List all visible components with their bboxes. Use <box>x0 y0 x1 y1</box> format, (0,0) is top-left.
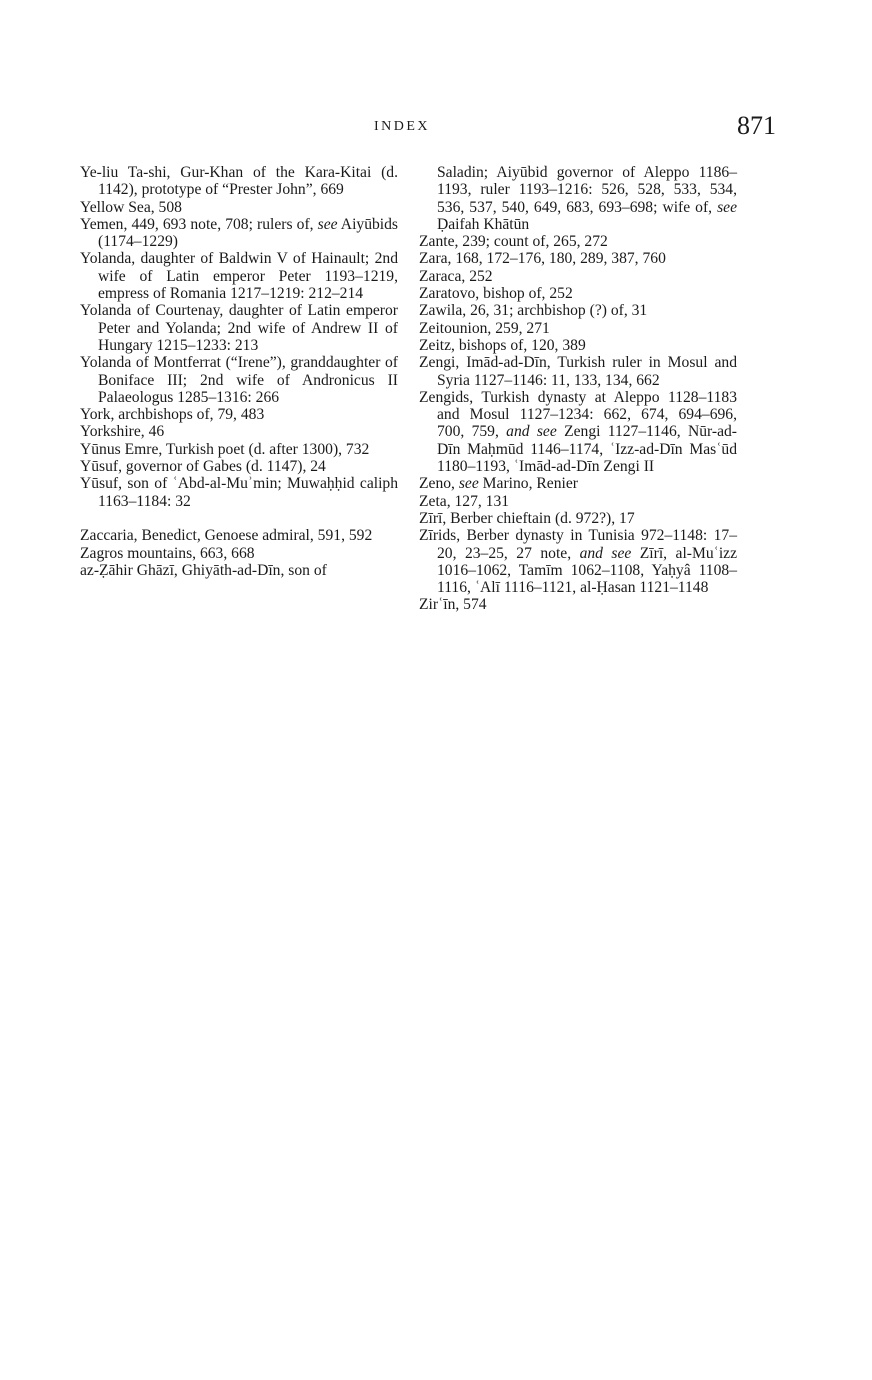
running-header: INDEX <box>374 119 431 134</box>
index-entry: Yūsuf, governor of Gabes (d. 1147), 24 <box>80 458 326 476</box>
letter-section-gap <box>80 510 398 527</box>
index-entry: Zeitz, bishops of, 120, 389 <box>419 336 586 354</box>
index-entry: Yolanda, daughter of Baldwin V of Hainault; 2nd wife of Latin emperor Peter 1193–1219, empress of Romania 1217–1219: 212–214 <box>80 250 398 303</box>
index-entry: Yolanda of Courtenay, daughter of Latin emperor Peter and Yolanda; 2nd wife of Andrew II of Hungary 1215–1233: 213 <box>80 302 398 354</box>
index-entry: Zawila, 26, 31; archbishop (?) of, 31 <box>419 302 648 320</box>
index-entry: Zīrids, Berber dynasty in Tunisia 972–1148: 17–20, 23–25, 27 note, and see Zīrī, al-Muʿizz 1016–1062, Tamīm 1062–1108, Yaḥyâ 1108–1116, ʿAlī 1116–1121, al-Ḥasan 1121–1148 <box>419 527 738 597</box>
index-entry: Yemen, 449, 693 note, 708; rulers of, see Aiyūbids (1174–1229) <box>80 215 398 251</box>
index-entry: az-Ẓāhir Ghāzī, Ghiyāth-ad-Dīn, son of <box>80 561 327 579</box>
index-entry: Zara, 168, 172–176, 180, 289, 387, 760 <box>419 250 666 268</box>
index-column-left <box>80 164 398 579</box>
index-entry: Zagros mountains, 663, 668 <box>80 544 255 562</box>
index-entry: Zīrī, Berber chieftain (d. 972?), 17 <box>419 509 635 527</box>
index-entry: Yūsuf, son of ʿAbd-al-Muʾmin; Muwaḥḥid caliph 1163–1184: 32 <box>80 475 398 510</box>
page-number: 871 <box>737 111 776 140</box>
index-entry: Yūnus Emre, Turkish poet (d. after 1300), 732 <box>80 440 370 458</box>
index-entry: Zengi, Imād-ad-Dīn, Turkish ruler in Mosul and Syria 1127–1146: 11, 133, 134, 662 <box>419 354 737 389</box>
index-entry: Zirʿīn, 574 <box>419 596 487 614</box>
index-entry: Zeta, 127, 131 <box>419 492 510 510</box>
index-entry: Yolanda of Montferrat (“Irene”), granddaughter of Boniface III; 2nd wife of Andronicus II Palaeologus 1285–1316: 266 <box>80 354 398 406</box>
index-entry-continued: Saladin; Aiyūbid governor of Aleppo 1186–1193, ruler 1193–1216: 526, 528, 533, 534, 536, 537, 540, 649, 683, 693–698; wife of, see Ḍaifah Khātūn <box>437 164 737 233</box>
index-entry: Zengids, Turkish dynasty at Aleppo 1128–1183 and Mosul 1127–1234: 662, 674, 694–696, 700, 759, and see Zengi 1127–1146, Nūr-ad-Dīn Maḥmūd 1146–1174, ʿIzz-ad-Dīn Masʿūd 1180–1193, ʿImād-ad-Dīn Zengi II <box>419 388 737 476</box>
index-entry: Zaratovo, bishop of, 252 <box>419 285 573 303</box>
index-entry: Zante, 239; count of, 265, 272 <box>419 233 608 251</box>
index-entry: Yellow Sea, 508 <box>80 198 182 216</box>
index-entry: Zeitounion, 259, 271 <box>419 319 550 337</box>
index-entry: Ye-liu Ta-shi, Gur-Khan of the Kara-Kitai (d. 1142), prototype of “Prester John”, 669 <box>80 164 398 199</box>
index-entry: York, archbishops of, 79, 483 <box>80 406 265 424</box>
index-entry: Zeno, see Marino, Renier <box>419 475 578 493</box>
index-entry: Zaccaria, Benedict, Genoese admiral, 591, 592 <box>80 527 373 545</box>
index-entry: Yorkshire, 46 <box>80 423 165 441</box>
index-column-right <box>419 164 737 614</box>
index-entry: Zaraca, 252 <box>419 267 493 285</box>
